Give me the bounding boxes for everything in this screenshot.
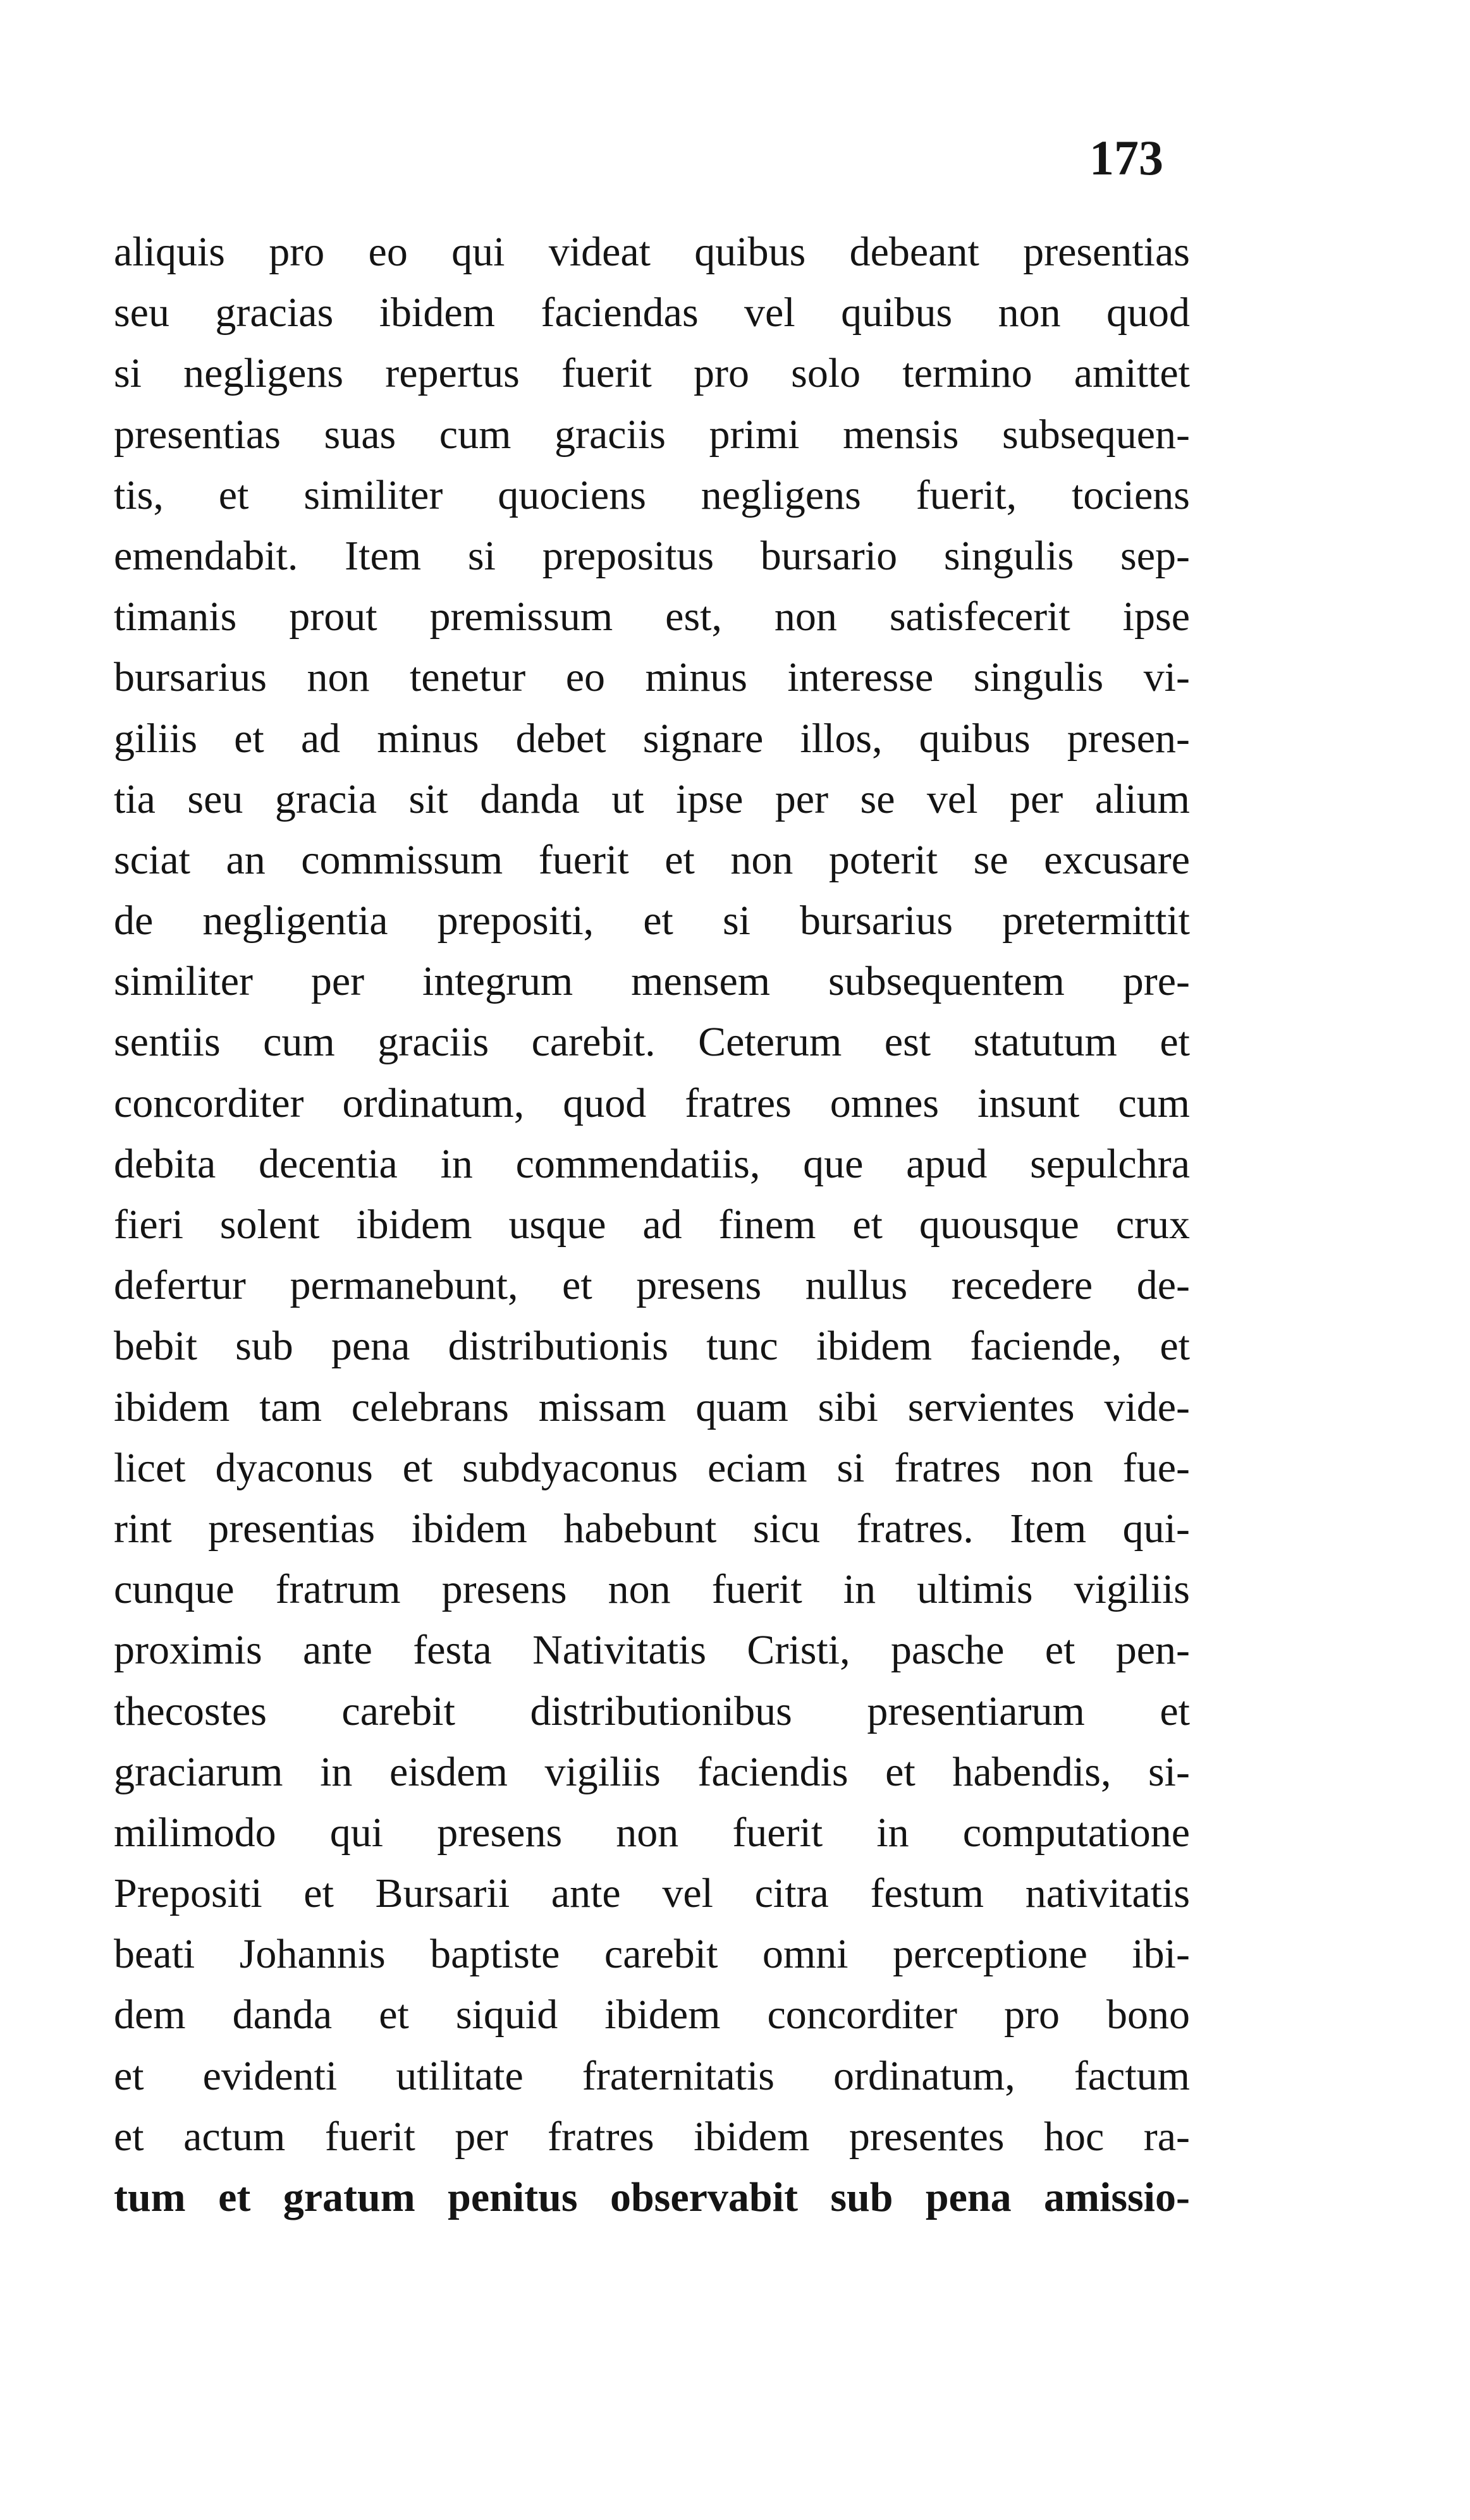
text-line: giliis et ad minus debet signare illos, quibus presen-: [114, 715, 1190, 762]
text-line: similiter per integrum mensem subsequentem pre-: [114, 958, 1190, 1005]
text-line: milimodo qui presens non fuerit in computatione: [114, 1809, 1190, 1856]
text-line: cunque fratrum presens non fuerit in ultimis vigiliis: [114, 1566, 1190, 1613]
text-line: concorditer ordinatum, quod fratres omnes insunt cum: [114, 1080, 1190, 1126]
text-line: bebit sub pena distributionis tunc ibidem faciende, et: [114, 1323, 1190, 1370]
text-line: et evidenti utilitate fraternitatis ordinatum, factum: [114, 2052, 1190, 2099]
text-line: emendabit. Item si prepositus bursario singulis sep-: [114, 532, 1190, 579]
text-line: presentias suas cum graciis primi mensis subsequen-: [114, 411, 1190, 458]
text-line: aliquis pro eo qui videat quibus debeant presentias: [114, 229, 1190, 275]
text-line: licet dyaconus et subdyaconus eciam si fratres non fue-: [114, 1444, 1190, 1491]
text-line: thecostes carebit distributionibus presentiarum et: [114, 1688, 1190, 1734]
body-text: [114, 222, 1190, 2228]
text-line: de negligentia prepositi, et si bursarius pretermittit: [114, 898, 1190, 944]
text-line: bursarius non tenetur eo minus interesse singulis vi-: [114, 654, 1190, 701]
text-line: defertur permanebunt, et presens nullus recedere de-: [114, 1262, 1190, 1309]
text-line: timanis prout premissum est, non satisfecerit ipse: [114, 593, 1190, 640]
text-line: seu gracias ibidem faciendas vel quibus non quod: [114, 289, 1190, 336]
text-line: tis, et similiter quociens negligens fuerit, tociens: [114, 472, 1190, 518]
text-line: sciat an commissum fuerit et non poterit se excusare: [114, 836, 1190, 883]
page-number: 173: [1089, 130, 1163, 185]
text-line: debita decentia in commendatiis, que apud sepulchra: [114, 1140, 1190, 1187]
text-line: beati Johannis baptiste carebit omni perceptione ibi-: [114, 1931, 1190, 1978]
text-line: graciarum in eisdem vigiliis faciendis et habendis, si-: [114, 1748, 1190, 1795]
text-line: si negligens repertus fuerit pro solo termino amittet: [114, 350, 1190, 397]
text-line: et actum fuerit per fratres ibidem presentes hoc ra-: [114, 2113, 1190, 2160]
text-line: sentiis cum graciis carebit. Ceterum est statutum et: [114, 1019, 1190, 1066]
text-line: proximis ante festa Nativitatis Cristi, pasche et pen-: [114, 1627, 1190, 1674]
text-line: ibidem tam celebrans missam quam sibi servientes vide-: [114, 1384, 1190, 1430]
text-line: fieri solent ibidem usque ad finem et quousque crux: [114, 1202, 1190, 1248]
text-line: tum et gratum penitus observabit sub pena amissio-: [114, 2174, 1190, 2220]
text-line: tia seu gracia sit danda ut ipse per se vel per alium: [114, 776, 1190, 822]
text-line: dem danda et siquid ibidem concorditer pro bono: [114, 1992, 1190, 2038]
text-line: rint presentias ibidem habebunt sicu fratres. Item qui-: [114, 1505, 1190, 1552]
text-line: Prepositi et Bursarii ante vel citra festum nativitatis: [114, 1870, 1190, 1917]
